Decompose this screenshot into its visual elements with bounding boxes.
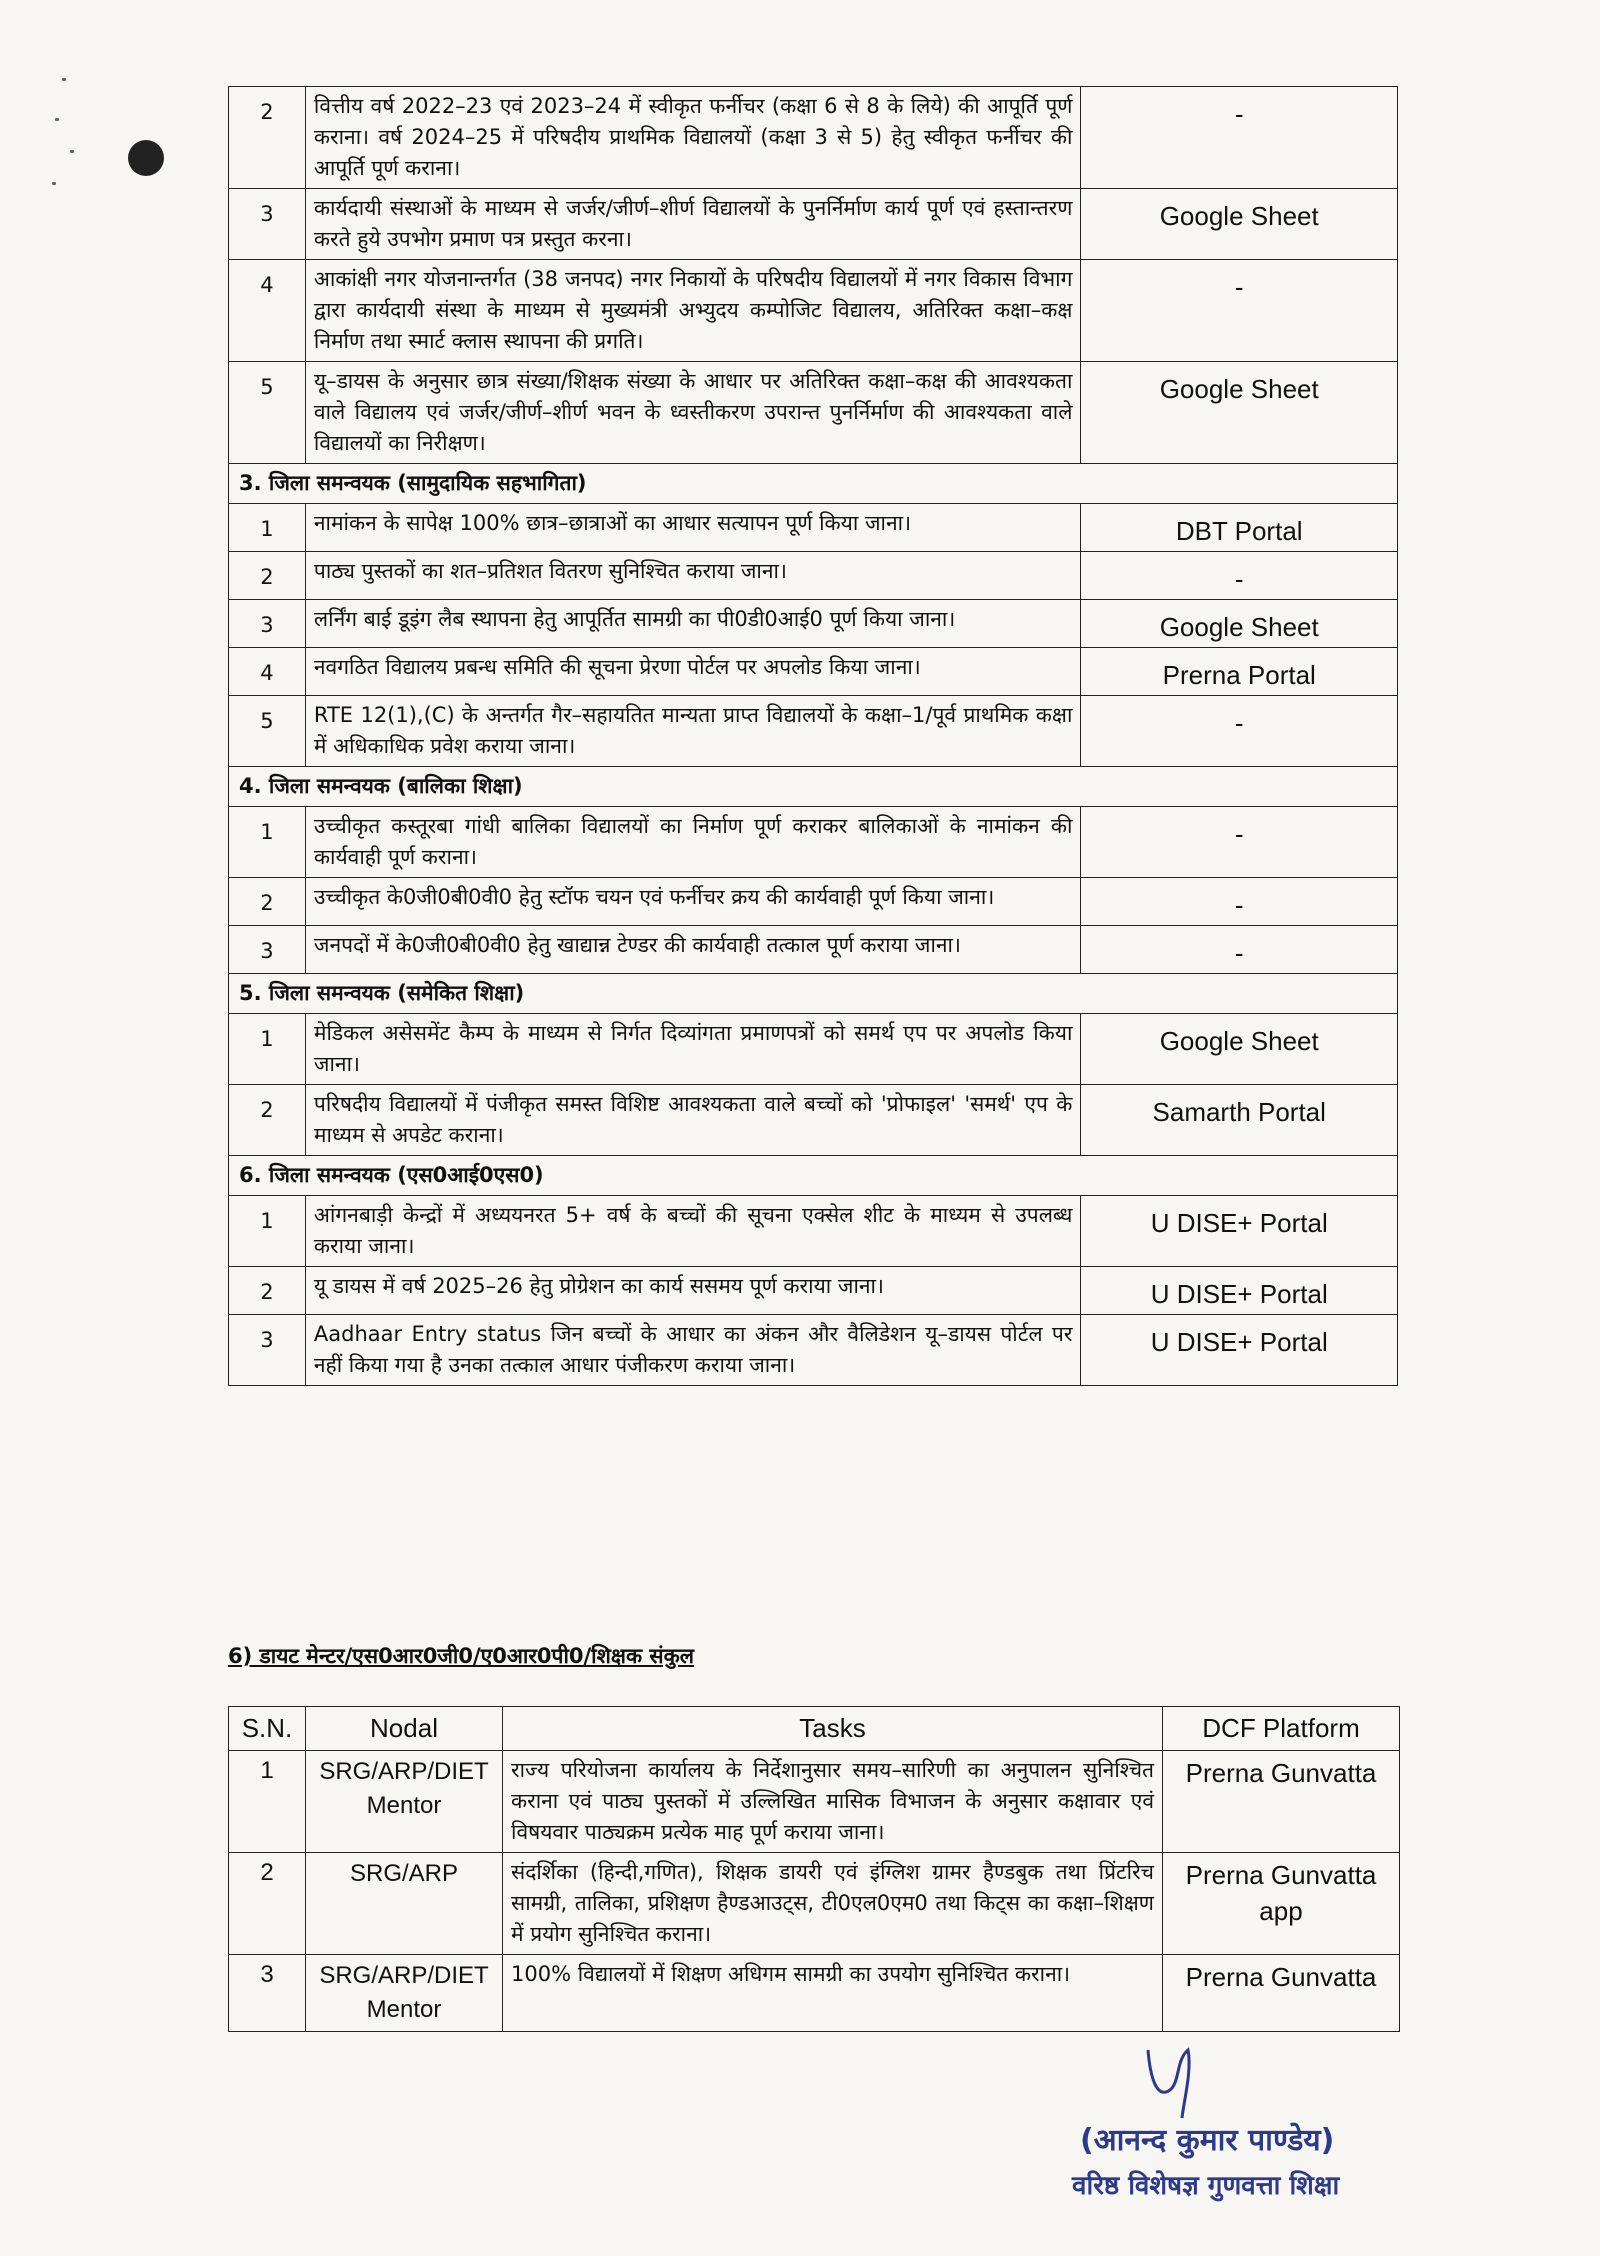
table-row <box>229 696 1398 767</box>
task-description: Aadhaar Entry status जिन बच्चों के आधार का अंकन और वैलिडेशन यू–डायस पोर्टल पर नहीं किया गया है उनका तत्काल आधार पंजीकरण कराया जाना। <box>305 1315 1081 1386</box>
platform-name: - <box>1081 878 1398 926</box>
section-title: 3. जिला समन्वयक (सामुदायिक सहभागिता) <box>229 464 1398 504</box>
table-row <box>229 260 1398 362</box>
signatory-name: (आनन्द कुमार पाण्डेय) <box>1080 2123 1335 2158</box>
task-description: संदर्शिका (हिन्दी,गणित), शिक्षक डायरी एवं इंग्लिश ग्रामर हैण्डबुक तथा प्रिंटरिच सामग्री, तालिका, प्रशिक्षण हैण्डआउट्स, टी0एल0एम0 तथा किट्स का कक्षा–शिक्षण में प्रयोग सुनिश्चित कराना। <box>503 1853 1163 1955</box>
task-table <box>228 86 1398 1386</box>
serial-number: 2 <box>229 552 306 600</box>
punch-hole <box>128 140 164 176</box>
serial-number: 3 <box>229 1955 306 2032</box>
section-title: 6. जिला समन्वयक (एस0आई0एस0) <box>229 1156 1398 1196</box>
task-description: यू–डायस के अनुसार छात्र संख्या/शिक्षक संख्या के आधार पर अतिरिक्त कक्षा–कक्ष की आवश्यकता वाले विद्यालय एवं जर्जर/जीर्ण–शीर्ण भवन के ध्वस्तीकरण उपरान्त पुनर्निर्माण की आवश्यकता वाले विद्यालयों का निरीक्षण। <box>305 362 1081 464</box>
table-row <box>229 1853 1400 1955</box>
platform-name: DBT Portal <box>1081 504 1398 552</box>
section-row <box>229 974 1398 1014</box>
dcf-platform: Prerna Gunvatta <box>1163 1955 1400 2032</box>
platform-name: - <box>1081 926 1398 974</box>
serial-number: 2 <box>229 878 306 926</box>
platform-name: Google Sheet <box>1081 1014 1398 1085</box>
dcf-table <box>228 1706 1400 2032</box>
dcf-table-body <box>229 1751 1400 2032</box>
handwritten-signature <box>1130 2030 1230 2120</box>
serial-number: 1 <box>229 1014 306 1085</box>
task-description: कार्यदायी संस्थाओं के माध्यम से जर्जर/जीर्ण–शीर्ण विद्यालयों के पुनर्निर्माण कार्य पूर्ण एवं हस्तान्तरण करते हुये उपभोग प्रमाण पत्र प्रस्तुत करना। <box>305 189 1081 260</box>
task-description: उच्चीकृत के0जी0बी0वी0 हेतु स्टॉफ चयन एवं फर्नीचर क्रय की कार्यवाही पूर्ण किया जाना। <box>305 878 1081 926</box>
platform-name: - <box>1081 260 1398 362</box>
platform-name: Samarth Portal <box>1081 1085 1398 1156</box>
nodal-officer: SRG/ARP <box>306 1853 503 1955</box>
nodal-officer: SRG/ARP/DIET Mentor <box>306 1955 503 2032</box>
serial-number: 2 <box>229 87 306 189</box>
scan-speck <box>52 182 56 185</box>
scan-speck <box>62 78 66 81</box>
platform-name: U DISE+ Portal <box>1081 1196 1398 1267</box>
task-description: परिषदीय विद्यालयों में पंजीकृत समस्त विशिष्ट आवश्यकता वाले बच्चों को 'प्रोफाइल' 'समर्थ' एप के माध्यम से अपडेट कराना। <box>305 1085 1081 1156</box>
dcf-header-row <box>229 1707 1400 1751</box>
section-row <box>229 767 1398 807</box>
header-platform: DCF Platform <box>1163 1707 1400 1751</box>
serial-number: 3 <box>229 600 306 648</box>
serial-number: 2 <box>229 1085 306 1156</box>
platform-name: - <box>1081 696 1398 767</box>
serial-number: 1 <box>229 1751 306 1853</box>
table-row <box>229 1014 1398 1085</box>
section-heading: 6) डायट मेन्टर/एस0आर0जी0/ए0आर0पी0/शिक्षक संकुल <box>228 1644 694 1668</box>
dcf-platform: Prerna Gunvatta <box>1163 1751 1400 1853</box>
serial-number: 4 <box>229 260 306 362</box>
serial-number: 2 <box>229 1853 306 1955</box>
table-row <box>229 926 1398 974</box>
serial-number: 1 <box>229 1196 306 1267</box>
platform-name: Google Sheet <box>1081 600 1398 648</box>
scan-speck <box>55 118 59 121</box>
table-row <box>229 362 1398 464</box>
platform-name: Google Sheet <box>1081 362 1398 464</box>
serial-number: 5 <box>229 696 306 767</box>
serial-number: 3 <box>229 1315 306 1386</box>
table-row <box>229 1751 1400 1853</box>
table-row <box>229 189 1398 260</box>
task-description: मेडिकल असेसमेंट कैम्प के माध्यम से निर्गत दिव्यांगता प्रमाणपत्रों को समर्थ एप पर अपलोड किया जाना। <box>305 1014 1081 1085</box>
table-row <box>229 87 1398 189</box>
task-description: जनपदों में के0जी0बी0वी0 हेतु खाद्यान्न टेण्डर की कार्यवाही तत्काल पूर्ण कराया जाना। <box>305 926 1081 974</box>
task-description: नवगठित विद्यालय प्रबन्ध समिति की सूचना प्रेरणा पोर्टल पर अपलोड किया जाना। <box>305 648 1081 696</box>
section-title: 5. जिला समन्वयक (समेकित शिक्षा) <box>229 974 1398 1014</box>
table-row <box>229 1085 1398 1156</box>
task-description: राज्य परियोजना कार्यालय के निर्देशानुसार समय–सारिणी का अनुपालन सुनिश्चित कराना एवं पाठ्य पुस्तकों में उल्लिखित मासिक विभाजन के अनुसार कक्षावार एवं विषयवार पाठ्यक्रम प्रत्येक माह पूर्ण कराया जाना। <box>503 1751 1163 1853</box>
table-row <box>229 600 1398 648</box>
platform-name: - <box>1081 87 1398 189</box>
serial-number: 3 <box>229 189 306 260</box>
table-row <box>229 807 1398 878</box>
table-row <box>229 878 1398 926</box>
task-description: लर्निंग बाई डूइंग लैब स्थापना हेतु आपूर्तित सामग्री का पी0डी0आई0 पूर्ण किया जाना। <box>305 600 1081 648</box>
serial-number: 4 <box>229 648 306 696</box>
platform-name: U DISE+ Portal <box>1081 1315 1398 1386</box>
serial-number: 1 <box>229 504 306 552</box>
section-row <box>229 464 1398 504</box>
platform-name: - <box>1081 807 1398 878</box>
section-title: 4. जिला समन्वयक (बालिका शिक्षा) <box>229 767 1398 807</box>
platform-name: Prerna Portal <box>1081 648 1398 696</box>
nodal-officer: SRG/ARP/DIET Mentor <box>306 1751 503 1853</box>
serial-number: 1 <box>229 807 306 878</box>
header-nodal: Nodal <box>306 1707 503 1751</box>
platform-name: U DISE+ Portal <box>1081 1267 1398 1315</box>
table-row <box>229 1955 1400 2032</box>
task-description: पाठ्य पुस्तकों का शत–प्रतिशत वितरण सुनिश्चित कराया जाना। <box>305 552 1081 600</box>
table-row <box>229 1196 1398 1267</box>
serial-number: 5 <box>229 362 306 464</box>
task-description: 100% विद्यालयों में शिक्षण अधिगम सामग्री का उपयोग सुनिश्चित कराना। <box>503 1955 1163 2032</box>
table-row <box>229 1267 1398 1315</box>
task-description: वित्तीय वर्ष 2022–23 एवं 2023–24 में स्वीकृत फर्नीचर (कक्षा 6 से 8 के लिये) की आपूर्ति पूर्ण कराना। वर्ष 2024–25 में परिषदीय प्राथमिक विद्यालयों (कक्षा 3 से 5) हेतु स्वीकृत फर्नीचर की आपूर्ति पूर्ण कराना। <box>305 87 1081 189</box>
table-row <box>229 504 1398 552</box>
task-description: नामांकन के सापेक्ष 100% छात्र–छात्राओं का आधार सत्यापन पूर्ण किया जाना। <box>305 504 1081 552</box>
task-table-body <box>229 87 1398 1386</box>
serial-number: 3 <box>229 926 306 974</box>
dcf-platform: Prerna Gunvatta app <box>1163 1853 1400 1955</box>
task-description: आकांक्षी नगर योजनान्तर्गत (38 जनपद) नगर निकायों के परिषदीय विद्यालयों में नगर विकास विभाग द्वारा कार्यदायी संस्था के माध्यम से मुख्यमंत्री अभ्युदय कम्पोजिट विद्यालय, अतिरिक्त कक्षा–कक्ष निर्माण तथा स्मार्ट क्लास स्थापना की प्रगति। <box>305 260 1081 362</box>
task-description: उच्चीकृत कस्तूरबा गांधी बालिका विद्यालयों का निर्माण पूर्ण कराकर बालिकाओं के नामांकन की कार्यवाही पूर्ण कराना। <box>305 807 1081 878</box>
section-row <box>229 1156 1398 1196</box>
serial-number: 2 <box>229 1267 306 1315</box>
platform-name: - <box>1081 552 1398 600</box>
header-sn: S.N. <box>229 1707 306 1751</box>
table-row <box>229 552 1398 600</box>
signatory-designation: वरिष्ठ विशेषज्ञ गुणवत्ता शिक्षा <box>1072 2171 1340 2201</box>
task-description: RTE 12(1),(C) के अन्तर्गत गैर–सहायतित मान्यता प्राप्त विद्यालयों के कक्षा–1/पूर्व प्राथमिक कक्षा में अधिकाधिक प्रवेश कराया जाना। <box>305 696 1081 767</box>
platform-name: Google Sheet <box>1081 189 1398 260</box>
header-tasks: Tasks <box>503 1707 1163 1751</box>
table-row <box>229 648 1398 696</box>
table-row <box>229 1315 1398 1386</box>
task-description: आंगनबाड़ी केन्द्रों में अध्ययनरत 5+ वर्ष के बच्चों की सूचना एक्सेल शीट के माध्यम से उपलब्ध कराया जाना। <box>305 1196 1081 1267</box>
scan-speck <box>70 150 74 153</box>
task-description: यू डायस में वर्ष 2025–26 हेतु प्रोग्रेशन का कार्य ससमय पूर्ण कराया जाना। <box>305 1267 1081 1315</box>
